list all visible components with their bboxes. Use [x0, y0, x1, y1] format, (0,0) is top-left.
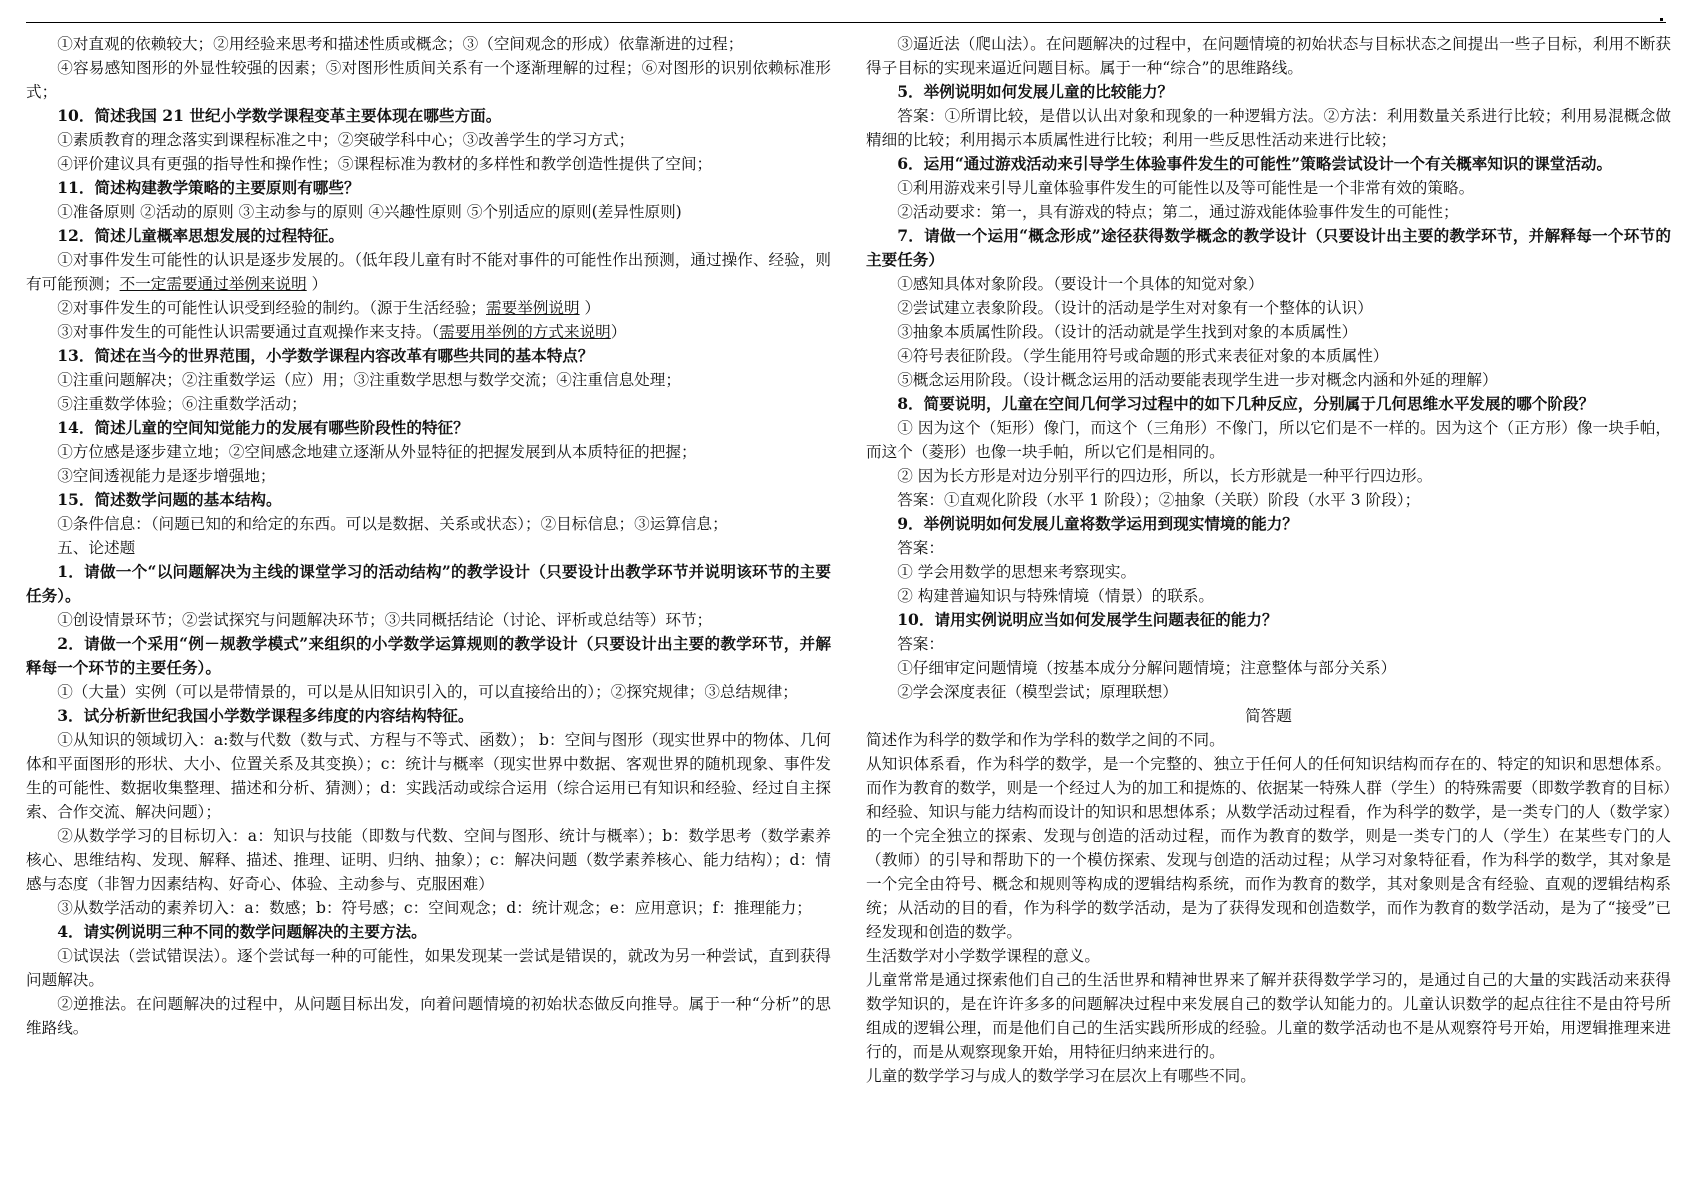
paragraph-text: ①利用游戏来引导儿童体验事件发生的可能性以及等可能性是一个非常有效的策略。	[897, 179, 1475, 197]
left-paragraph	[26, 560, 831, 608]
right-paragraph	[866, 104, 1671, 152]
paragraph-text: 答案：①所谓比较，是借以认出对象和现象的一种逻辑方法。②方法：利用数量关系进行比较；利用易混概念做精细的比较；利用揭示本质属性进行比较；利用一些反思性活动来进行比较；	[866, 107, 1671, 149]
right-paragraph	[866, 32, 1671, 80]
right-paragraph	[866, 1064, 1671, 1088]
left-paragraph	[26, 104, 831, 128]
paragraph-text: ②活动要求：第一，具有游戏的特点；第二，通过游戏能体验事件发生的可能性；	[897, 203, 1459, 221]
paragraph-text: ④评价建议具有更强的指导性和操作性；⑤课程标准为教材的多样性和教学创造性提供了空间；	[57, 155, 713, 173]
paragraph-text: ①创设情景环节；②尝试探究与问题解决环节；③共同概括结论（讨论、评析或总结等）环节；	[57, 611, 713, 629]
left-paragraph	[26, 152, 831, 176]
underlined-note: 需要用举例的方式来说明	[439, 323, 611, 341]
left-paragraph	[26, 536, 831, 560]
paragraph-text: ②学会深度表征（模型尝试；原理联想）	[897, 683, 1178, 701]
corner-mark	[1660, 18, 1663, 21]
right-paragraph	[866, 416, 1671, 464]
left-paragraph	[26, 56, 831, 104]
paragraph-text: ①对事件发生可能性的认识是逐步发展的。（低年段儿童有时不能对事件的可能性作出预测，通过操作、经验，则有可能预测；	[26, 251, 831, 293]
paragraph-text: 答案：①直观化阶段（水平 1 阶段）；②抽象（关联）阶段（水平 3 阶段）；	[897, 491, 1421, 509]
paragraph-text: ②尝试建立表象阶段。（设计的活动是学生对对象有一个整体的认识）	[897, 299, 1373, 317]
left-paragraph	[26, 368, 831, 392]
right-paragraph	[866, 152, 1671, 176]
right-paragraph	[866, 392, 1671, 416]
left-paragraph	[26, 704, 831, 728]
paragraph-text: 1．请做一个“以问题解决为主线的课堂学习的活动结构”的教学设计（只要设计出教学环节并说明该环节的主要任务）。	[26, 562, 831, 605]
paragraph-text: 生活数学对小学数学课程的意义。	[866, 947, 1100, 965]
right-column	[866, 32, 1671, 1182]
paragraph-text: ④符号表征阶段。（学生能用符号或命题的形式来表征对象的本质属性）	[897, 347, 1389, 365]
right-paragraph	[866, 656, 1671, 680]
paragraph-text: ①注重问题解决；②注重数学运（应）用；③注重数学思想与数学交流；④注重信息处理；	[57, 371, 681, 389]
paragraph-text: 13．简述在当今的世界范围，小学数学课程内容改革有哪些共同的基本特点？	[57, 346, 594, 365]
right-paragraph	[866, 320, 1671, 344]
right-paragraph	[866, 296, 1671, 320]
left-paragraph	[26, 824, 831, 896]
left-paragraph	[26, 440, 831, 464]
paragraph-text: ①准备原则 ②活动的原则 ③主动参与的原则 ④兴趣性原则 ⑤个别适应的原则(差异性原则)	[57, 203, 682, 221]
paragraph-text: 7．请做一个运用“概念形成”途径获得数学概念的教学设计（只要设计出主要的教学环节，并解释每一个环节的主要任务）	[866, 226, 1671, 269]
right-paragraph	[866, 944, 1671, 968]
left-paragraph	[26, 248, 831, 296]
paragraph-text: 儿童常常是通过探索他们自己的生活世界和精神世界来了解并获得数学学习的，是通过自己的大量的实践活动来获得数学知识的，是在许许多多的问题解决过程中来发展自己的数学认知能力的。儿童认识数学的起点往往不是由符号所组成的逻辑公理，而是他们自己的生活实践所形成的经验。儿童的数学活动也不是从观察符号开始，用逻辑推理来进行的，而是从观察现象开始，用特征归纳来进行的。	[866, 971, 1671, 1061]
paragraph-text: ⑤概念运用阶段。（设计概念运用的活动要能表现学生进一步对概念内涵和外延的理解）	[897, 371, 1498, 389]
paragraph-text: 从知识体系看，作为科学的数学，是一个完整的、独立于任何人的任何知识结构而存在的、特定的知识和思想体系。而作为教育的数学，则是一个经过人为的加工和提炼的、依据某一特殊人群（学生）的特殊需要（即数学教育的目标）和经验、知识与能力结构而设计的知识和思想体系；从数学活动过程看，作为科学的数学，是一类专门的人（数学家）的一个完全独立的探索、发现与创造的活动过程，而作为教育的数学，则是一类专门的人（学生）在某些专门的人（教师）的引导和帮助下的一个模仿探索、发现与创造的活动过程；从学习对象特征看，作为科学的数学，其对象是一个完全由符号、概念和规则等构成的逻辑结构系统，而作为教育的数学，其对象则是含有经验、直观的逻辑结构系统；从活动的目的看，作为科学的数学活动，是为了获得发现和创造数学，而作为教育的数学活动，是为了“接受”已经发现和创造的数学。	[866, 755, 1671, 941]
left-paragraph	[26, 296, 831, 320]
paragraph-text: ③逼近法（爬山法）。在问题解决的过程中，在问题情境的初始状态与目标状态之间提出一些子目标，利用不断获得子目标的实现来逼近问题目标。属于一种“综合”的思维路线。	[866, 35, 1671, 77]
left-paragraph	[26, 128, 831, 152]
right-paragraph	[866, 368, 1671, 392]
paragraph-text: ①试误法（尝试错误法）。逐个尝试每一种的可能性，如果发现某一尝试是错误的，就改为另一种尝试，直到获得问题解决。	[26, 947, 831, 989]
left-paragraph	[26, 608, 831, 632]
left-paragraph	[26, 944, 831, 992]
left-paragraph	[26, 320, 831, 344]
right-paragraph	[866, 584, 1671, 608]
left-paragraph	[26, 392, 831, 416]
paragraph-text: ②对事件发生的可能性认识受到经验的制约。（源于生活经验；	[57, 299, 487, 317]
right-paragraph	[866, 680, 1671, 704]
paragraph-text: ①从知识的领域切入：a:数与代数（数与式、方程与不等式、函数）； b：空间与图形（现实世界中的物体、几何体和平面图形的形状、大小、位置关系及其变换）；c：统计与概率（现实世界中数据、客观世界的随机现象、事件发生的可能性、数据收集整理、描述和分析、猜测）；d：实践活动或综合运用（综合运用已有知识和经验、经过自主探索、合作交流、解决问题）；	[26, 731, 831, 821]
paragraph-text: ①方位感是逐步建立地；②空间感念地建立逐渐从外显特征的把握发展到从本质特征的把握；	[57, 443, 697, 461]
paragraph-text: 2．请做一个采用“例－规教学模式”来组织的小学数学运算规则的教学设计（只要设计出主要的教学环节，并解释每一个环节的主要任务）。	[26, 634, 831, 677]
closing-paren: ）	[610, 323, 627, 341]
paragraph-text: ⑤注重数学体验；⑥注重数学活动；	[57, 395, 307, 413]
right-paragraph	[866, 560, 1671, 584]
paragraph-text: 4．请实例说明三种不同的数学问题解决的主要方法。	[57, 922, 427, 941]
left-paragraph	[26, 176, 831, 200]
paragraph-text: ③空间透视能力是逐步增强地；	[57, 467, 276, 485]
paragraph-text: 3．试分析新世纪我国小学数学课程多纬度的内容结构特征。	[57, 706, 474, 725]
left-paragraph	[26, 728, 831, 824]
right-paragraph	[866, 704, 1671, 728]
paragraph-text: 9．举例说明如何发展儿童将数学运用到现实情境的能力？	[897, 514, 1298, 533]
paragraph-text: ③对事件发生的可能性认识需要通过直观操作来支持。（	[57, 323, 440, 341]
paragraph-text: 10．简述我国 21 世纪小学数学课程变革主要体现在哪些方面。	[57, 106, 502, 125]
left-paragraph	[26, 680, 831, 704]
paragraph-text: 14．简述儿童的空间知觉能力的发展有哪些阶段性的特征？	[57, 418, 469, 437]
left-paragraph	[26, 464, 831, 488]
closing-paren: ）	[579, 299, 601, 317]
paragraph-text: 11．简述构建教学策略的主要原则有哪些？	[57, 178, 360, 197]
right-paragraph	[866, 200, 1671, 224]
paragraph-text: ① 因为这个（矩形）像门，而这个（三角形）不像门，所以它们是不一样的。因为这个（正方形）像一块手帕，而这个（菱形）也像一块手帕，所以它们是相同的。	[866, 419, 1671, 461]
underlined-note: 不一定需要通过举例来说明	[119, 275, 307, 293]
paragraph-text: ①仔细审定问题情境（按基本成分分解问题情境；注意整体与部分关系）	[897, 659, 1397, 677]
right-paragraph	[866, 272, 1671, 296]
paragraph-text: ①对直观的依赖较大；②用经验来思考和描述性质或概念；③（空间观念的形成）依靠渐进的过程；	[57, 35, 744, 53]
paragraph-text: ④容易感知图形的外显性较强的因素；⑤对图形性质间关系有一个逐渐理解的过程；⑥对图形的识别依赖标准形式；	[26, 59, 831, 101]
left-paragraph	[26, 224, 831, 248]
right-paragraph	[866, 224, 1671, 272]
left-paragraph	[26, 416, 831, 440]
paragraph-text: ② 因为长方形是对边分别平行的四边形，所以，长方形就是一种平行四边形。	[897, 467, 1433, 485]
right-paragraph	[866, 968, 1671, 1064]
left-paragraph	[26, 896, 831, 920]
paragraph-text: ③抽象本质属性阶段。（设计的活动就是学生找到对象的本质属性）	[897, 323, 1358, 341]
left-paragraph	[26, 344, 831, 368]
paragraph-text: ② 构建普遍知识与特殊情境（情景）的联系。	[897, 587, 1215, 605]
left-paragraph	[26, 32, 831, 56]
right-paragraph	[866, 536, 1671, 560]
left-paragraph	[26, 992, 831, 1040]
right-paragraph	[866, 344, 1671, 368]
header-rule	[26, 22, 1666, 23]
right-paragraph	[866, 464, 1671, 488]
paragraph-text: 五、论述题	[57, 539, 136, 557]
paragraph-text: 儿童的数学学习与成人的数学学习在层次上有哪些不同。	[866, 1067, 1256, 1085]
paragraph-text: 简述作为科学的数学和作为学科的数学之间的不同。	[866, 731, 1225, 749]
paragraph-text: ①（大量）实例（可以是带情景的，可以是从旧知识引入的，可以直接给出的）；②探究规律；③总结规律；	[57, 683, 798, 701]
paragraph-text: 5．举例说明如何发展儿童的比较能力？	[897, 82, 1174, 101]
left-paragraph	[26, 920, 831, 944]
paragraph-text: 15．简述数学问题的基本结构。	[57, 490, 282, 509]
paragraph-text: 答案：	[897, 539, 944, 557]
right-paragraph	[866, 728, 1671, 752]
paragraph-text: 简答题	[1245, 707, 1292, 725]
paragraph-text: 8．简要说明，儿童在空间几何学习过程中的如下几种反应，分别属于几何思维水平发展的哪个阶段？	[897, 394, 1595, 413]
paragraph-text: ① 学会用数学的思想来考察现实。	[897, 563, 1137, 581]
paragraph-text: ①素质教育的理念落实到课程标准之中；②突破学科中心；③改善学生的学习方式；	[57, 131, 635, 149]
closing-paren: ）	[306, 275, 328, 293]
right-paragraph	[866, 80, 1671, 104]
left-paragraph	[26, 200, 831, 224]
paragraph-text: ①条件信息：（问题已知的和给定的东西。可以是数据、关系或状态）；②目标信息；③运算信息；	[57, 515, 728, 533]
left-column	[26, 32, 831, 1182]
paragraph-text: 12．简述儿童概率思想发展的过程特征。	[57, 226, 344, 245]
paragraph-text: ③从数学活动的素养切入：a：数感；b：符号感；c：空间观念；d：统计观念；e：应用意识；f：推理能力；	[57, 899, 812, 917]
paragraph-text: ②从数学学习的目标切入：a：知识与技能（即数与代数、空间与图形、统计与概率）；b：数学思考（数学素养核心、思维结构、发现、解释、描述、推理、证明、归纳、抽象）；c：解决问题（数学素养核心、能力结构）；d：情感与态度（非智力因素结构、好奇心、体验、主动参与、克服困难）	[26, 827, 831, 893]
right-paragraph	[866, 512, 1671, 536]
left-paragraph	[26, 512, 831, 536]
right-paragraph	[866, 488, 1671, 512]
left-paragraph	[26, 632, 831, 680]
paragraph-text: ①感知具体对象阶段。（要设计一个具体的知觉对象）	[897, 275, 1264, 293]
paragraph-text: 10．请用实例说明应当如何发展学生问题表征的能力？	[897, 610, 1278, 629]
underlined-note: 需要举例说明	[486, 299, 580, 317]
right-paragraph	[866, 608, 1671, 632]
right-paragraph	[866, 176, 1671, 200]
right-paragraph	[866, 632, 1671, 656]
right-paragraph	[866, 752, 1671, 944]
paragraph-text: 答案：	[897, 635, 944, 653]
paragraph-text: 6．运用“通过游戏活动来引导学生体验事件发生的可能性”策略尝试设计一个有关概率知识的课堂活动。	[897, 154, 1613, 173]
left-paragraph	[26, 488, 831, 512]
paragraph-text: ②逆推法。在问题解决的过程中，从问题目标出发，向着问题情境的初始状态做反向推导。属于一种“分析”的思维路线。	[26, 995, 831, 1037]
